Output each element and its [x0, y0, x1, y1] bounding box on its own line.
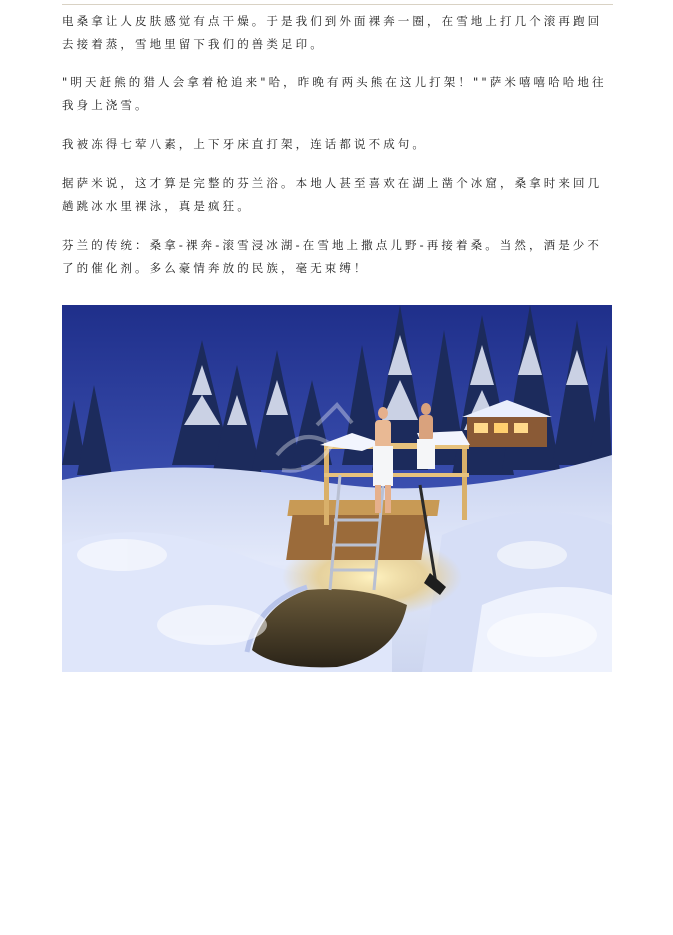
paragraph-4: 据萨米说，这才算是完整的芬兰浴。本地人甚至喜欢在湖上凿个冰窟，桑拿时来回几趟跳冰水里裸泳，真是疯狂。 — [62, 176, 603, 213]
paragraph-3: 我被冻得七荤八素，上下牙床直打架，连话都说不成句。 — [62, 137, 427, 151]
photo-illustration — [62, 305, 612, 672]
ice-hole-photo — [62, 305, 612, 672]
top-divider — [62, 4, 613, 5]
paragraph-5: 芬兰的传统：桑拿-裸奔-滚雪浸冰湖-在雪地上撒点儿野-再接着桑。当然，酒是少不了的催化剂。多么豪情奔放的民族，毫无束缚！ — [62, 238, 602, 275]
article-body — [62, 10, 614, 296]
paragraph-1: 电桑拿让人皮肤感觉有点干燥。于是我们到外面裸奔一圈，在雪地上打几个滚再跑回去接着蒸，雪地里留下我们的兽类足印。 — [62, 14, 603, 51]
paragraph-2: "明天赶熊的猎人会拿着枪追来"哈，昨晚有两头熊在这儿打架！""萨米嘻嘻哈哈地往我身上浇雪。 — [62, 75, 607, 112]
